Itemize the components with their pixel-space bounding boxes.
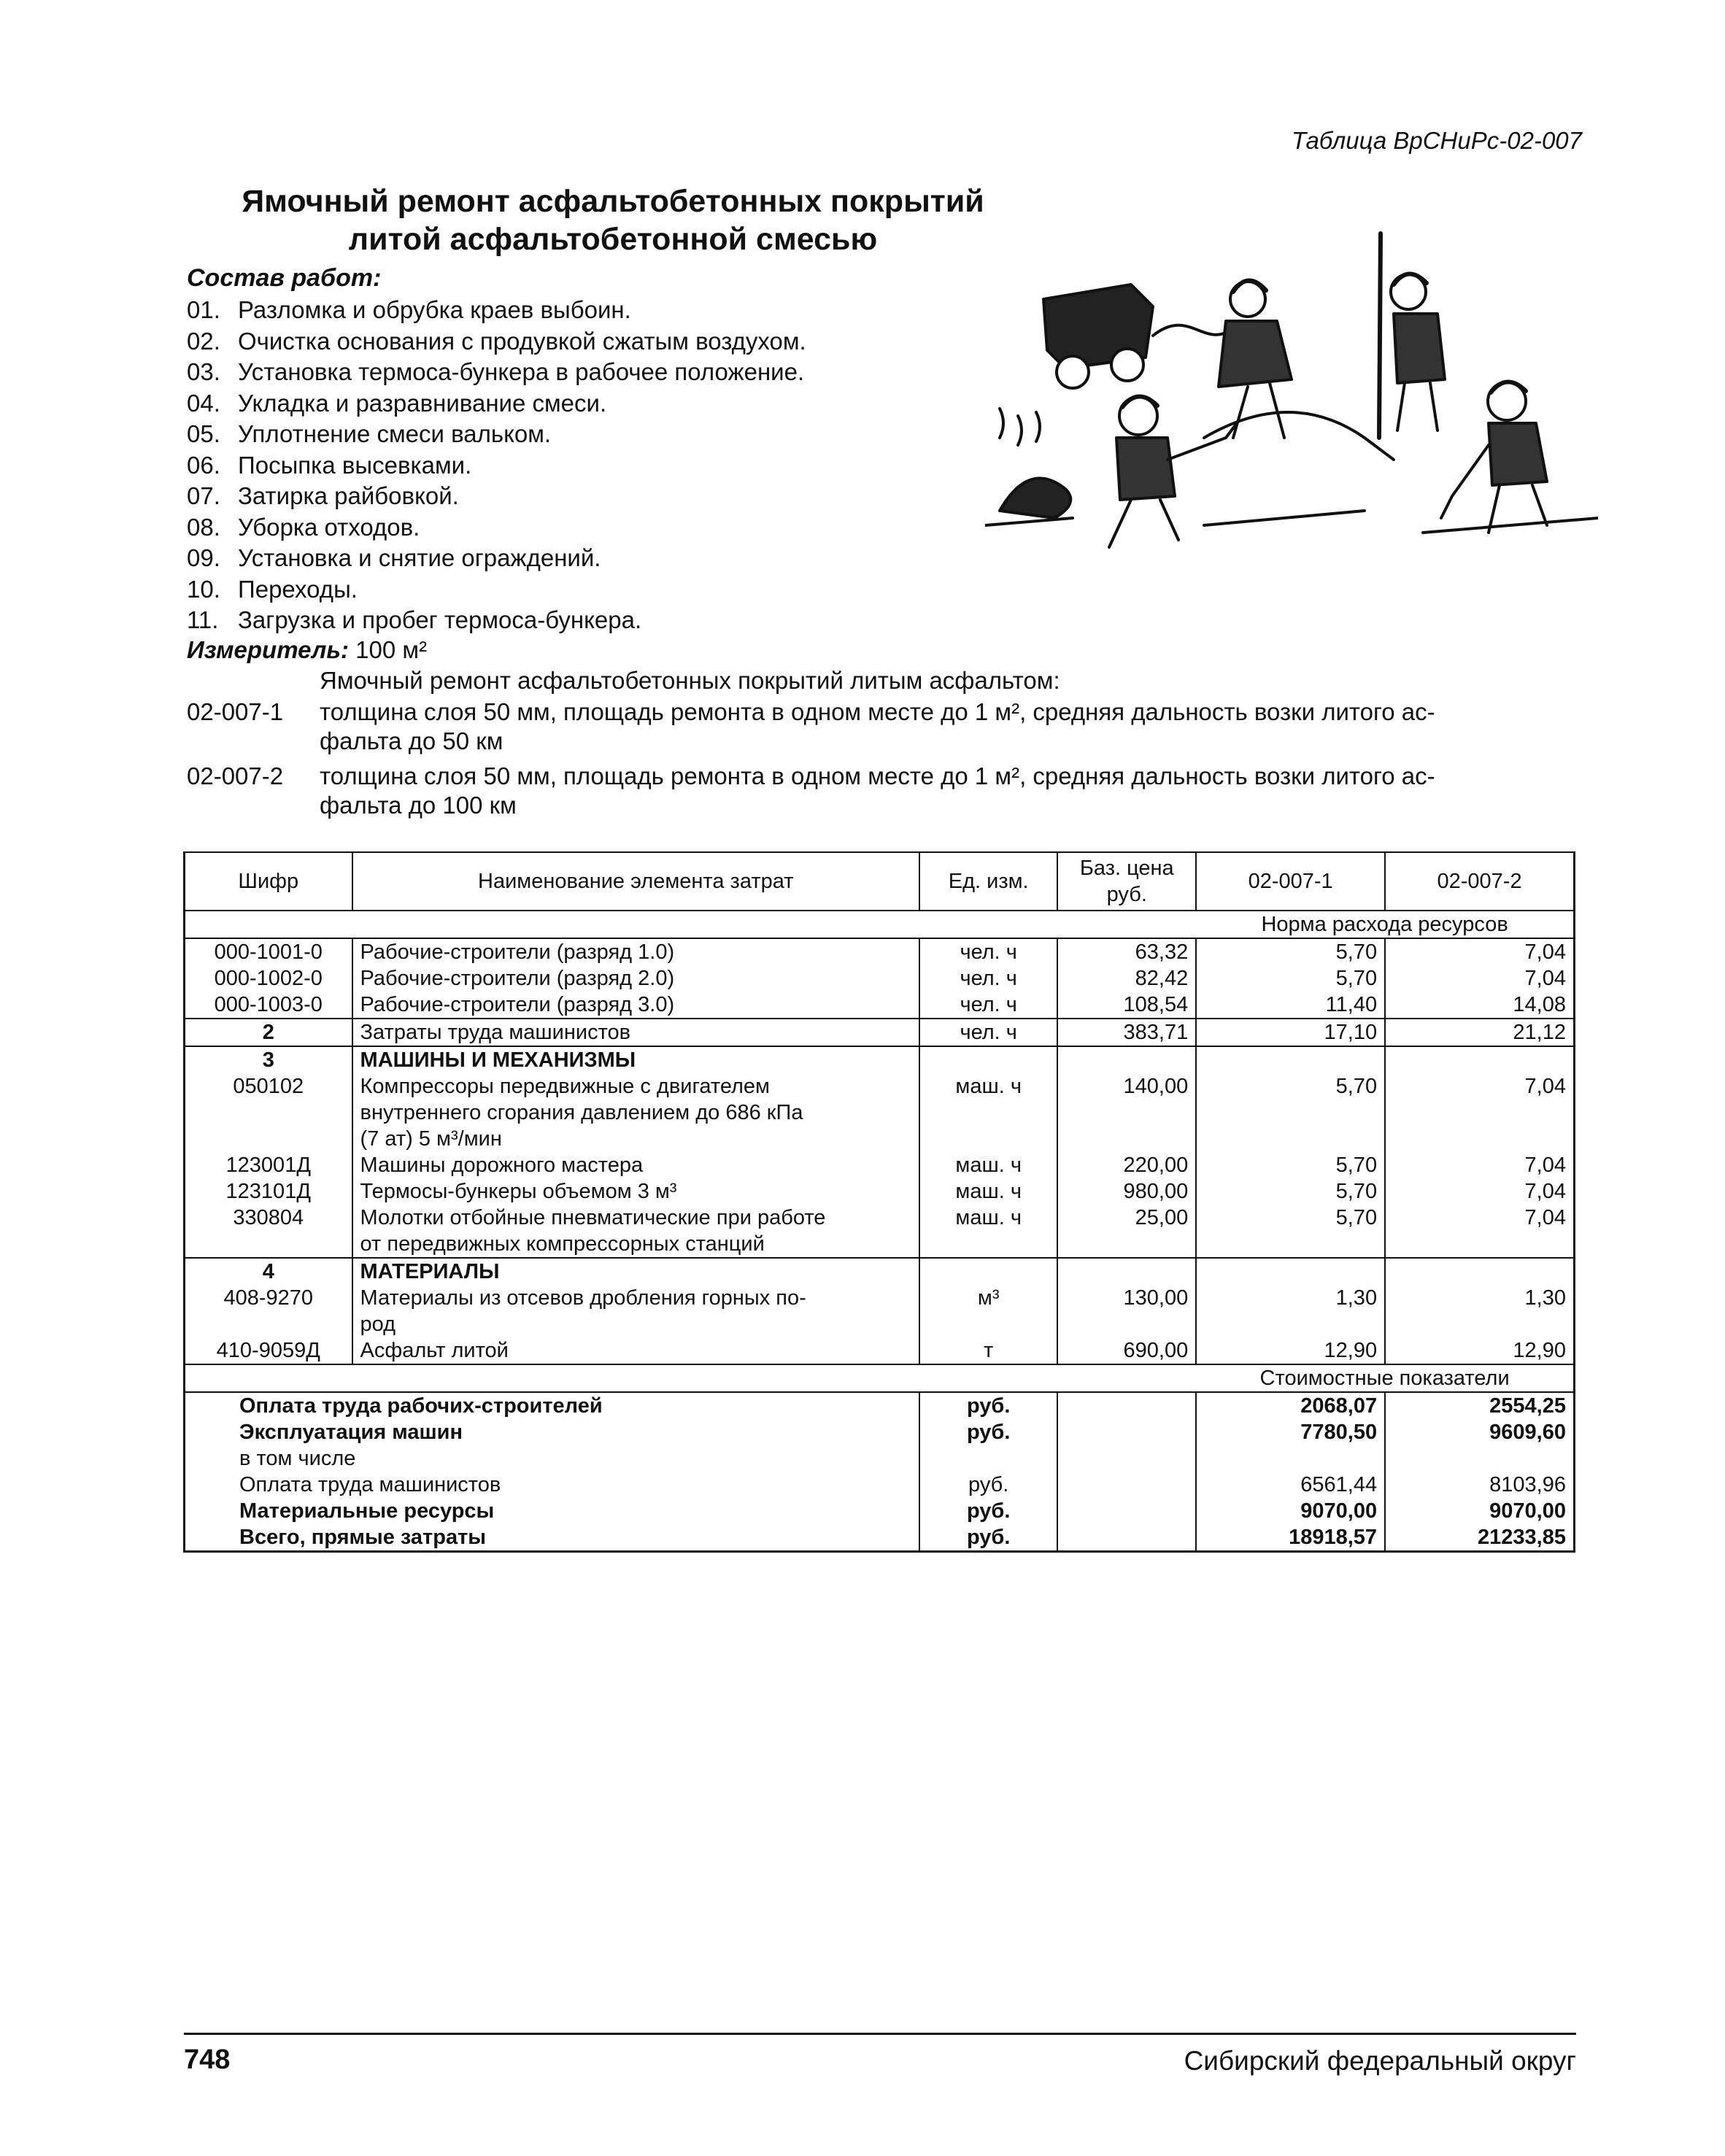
table-row: 000-1001-0 Рабочие-строители (разряд 1.0) чел. ч 63,32 5,70 7,04 (185, 938, 1575, 965)
footer-divider (184, 2033, 1576, 2035)
list-item: 03. Установка термоса-бункера в рабочее положение. (187, 358, 805, 385)
table-row: 000-1003-0 Рабочие-строители (разряд 3.0) чел. ч 108,54 11,40 14,08 (185, 992, 1575, 1019)
list-item: 02. Очистка основания с продувкой сжатым воздухом. (187, 327, 806, 355)
summary-row: Оплата труда машинистов руб. 6561,44 8103,96 (185, 1472, 1575, 1498)
measure-unit (187, 636, 427, 664)
header-price: Баз. цена руб. (1057, 852, 1196, 911)
resource-table (183, 851, 1575, 1553)
summary-row: Оплата труда рабочих-строителей руб. 2068,07 2554,25 (185, 1392, 1575, 1419)
worker-icon (1219, 280, 1292, 438)
summary-row: в том числе (185, 1445, 1575, 1472)
title-line-2: литой асфальтобетонной смесью (348, 222, 878, 257)
summary-row: Эксплуатация машин руб. 7780,50 9609,60 (185, 1419, 1575, 1445)
measure-label: Измеритель: (187, 636, 349, 663)
list-item: 05. Уплотнение смеси вальком. (187, 420, 552, 447)
variant-code: 02-007-1 (187, 698, 284, 725)
variants-intro: Ямочный ремонт асфальтобетонных покрытий литым асфальтом: (320, 667, 1060, 694)
table-row: 050102 Компрессоры передвижные с двигателем внутреннего сгорания давлением до 686 кПа (7 ат) 5 м³/мин маш. ч 140,00 5,70 7,04 (185, 1073, 1575, 1152)
total-row: Всего, прямые затраты руб. 18918,57 21233,85 (185, 1524, 1575, 1552)
table-header-row (185, 852, 1575, 911)
table-row: 410-9059Д Асфальт литой т 690,00 12,90 12,90 (185, 1337, 1575, 1364)
cost-band-row (185, 1364, 1575, 1392)
worker-icon (1379, 233, 1445, 438)
table-row: 000-1002-0 Рабочие-строители (разряд 2.0) чел. ч 82,42 5,70 7,04 (185, 965, 1575, 992)
compressor-icon (1043, 285, 1233, 388)
table-row: 330804 Молотки отбойные пневматические при работе от передвижных компрессорных станций маш. ч 25,00 5,70 7,04 (185, 1205, 1575, 1258)
list-item: 06. Посыпка высевками. (187, 451, 472, 479)
works-list (187, 295, 806, 636)
page-title (146, 182, 1080, 258)
header-02-007-1: 02-007-1 (1196, 852, 1385, 911)
norm-band-row (185, 911, 1575, 938)
footer-region: Сибирский федеральный округ (1184, 2046, 1576, 2076)
variant-code: 02-007-2 (187, 762, 284, 789)
table-row: 123101Д Термосы-бункеры объемом 3 м³ маш. ч 980,00 5,70 7,04 (185, 1178, 1575, 1205)
list-item: 09. Установка и снятие ограждений. (187, 544, 601, 571)
variant-desc-line-1: толщина слоя 50 мм, площадь ремонта в одном месте до 1 м², средняя дальность возки литого ас- (320, 698, 1435, 725)
table-caption: Таблица ВрСНиРс-02-007 (1292, 127, 1582, 154)
list-item: 07. Затирка райбовкой. (187, 482, 459, 509)
road-workers-illustration (985, 219, 1598, 562)
title-line-1: Ямочный ремонт асфальтобетонных покрытий (242, 184, 984, 219)
measure-value: 100 м² (355, 636, 428, 663)
header-02-007-2: 02-007-2 (1385, 852, 1574, 911)
page-number: 748 (184, 2044, 231, 2075)
variant-desc-line-2: фальта до 100 км (320, 792, 517, 819)
table-row: 123001Д Машины дорожного мастера маш. ч 220,00 5,70 7,04 (185, 1152, 1575, 1178)
worker-icon (1441, 382, 1547, 533)
works-heading: Состав работ: (187, 264, 382, 292)
list-item: 01. Разломка и обрубка краев выбоин. (187, 296, 631, 323)
header-code: Шифр (185, 852, 352, 911)
header-unit: Ед. изм. (919, 852, 1057, 911)
norm-band-label: Норма расхода ресурсов (1196, 911, 1574, 938)
header-name: Наименование элемента затрат (352, 852, 920, 911)
cost-band-label: Стоимостные показатели (1196, 1364, 1574, 1392)
section-row-materials: 4 МАТЕРИАЛЫ (185, 1258, 1575, 1285)
list-item: 11. Загрузка и пробег термоса-бункера. (187, 606, 642, 633)
list-item: 04. Укладка и разравнивание смеси. (187, 389, 607, 417)
variant-desc-line-2: фальта до 50 км (320, 727, 503, 754)
variant-desc-line-1: толщина слоя 50 мм, площадь ремонта в одном месте до 1 м², средняя дальность возки литого ас- (320, 762, 1435, 789)
list-item: 10. Переходы. (187, 575, 358, 603)
summary-row: Материальные ресурсы руб. 9070,00 9070,00 (185, 1498, 1575, 1524)
table-row: 2 Затраты труда машинистов чел. ч 383,71 17,10 21,12 (185, 1019, 1575, 1046)
table-row: 408-9270 Материалы из отсевов дробления горных по- род м³ 130,00 1,30 1,30 (185, 1285, 1575, 1337)
list-item: 08. Уборка отходов. (187, 513, 420, 541)
section-row-machines: 3 МАШИНЫ И МЕХАНИЗМЫ (185, 1046, 1575, 1073)
